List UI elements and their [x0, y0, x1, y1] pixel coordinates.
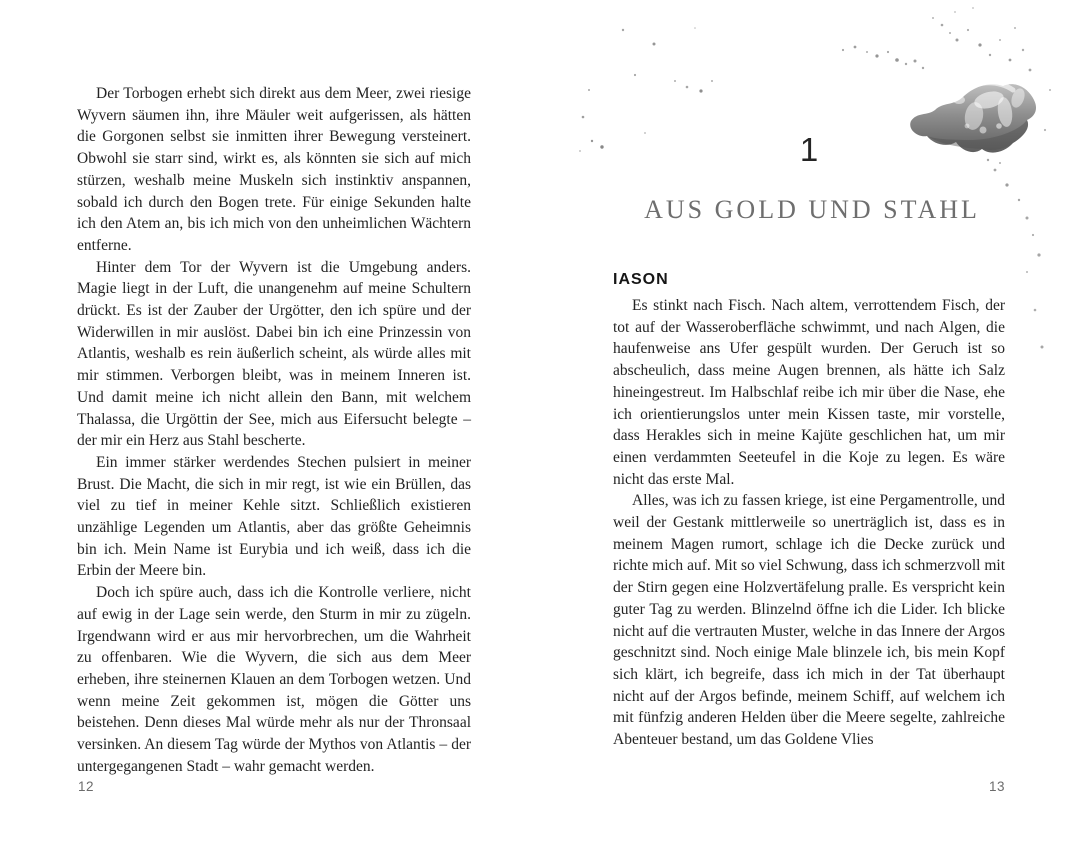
right-text-column	[613, 295, 1005, 751]
chapter-title: AUS GOLD UND STAHL	[644, 195, 980, 224]
left-text-column	[77, 83, 471, 778]
paragraph: Doch ich spüre auch, dass ich die Kontrolle verliere, nicht auf ewig in der Lage sein werde, den Sturm in mir zu zügeln. Irgendwann wird er aus mir hervorbrechen, um die Wahrheit zu offenbaren. Wie die Wyvern, die sich aus dem Meer erheben, ihre steinernen Klauen an dem Torbogen wetzen. Und wenn meine Zeit gekommen ist, mögen die Götter uns beistehen. Denn dieses Mal würde mehr als nur der Thronsaal versinken. An diesem Tag würde der Mythos von Atlantis – der untergegangenen Stadt – wahr gemacht werden.	[77, 584, 471, 775]
paragraph: Es stinkt nach Fisch. Nach altem, verrottendem Fisch, der tot auf der Wasseroberfläche schwimmt, und nach Algen, die haufenweise ans Ufer gespült wurden. Der Geruch ist so abscheulich, dass meine Augen brennen, als hätte ich Salz hineingestreut. Im Halbschlaf reibe ich mir über die Nase, ehe ich orientierungslos unter mein Kissen taste, mir vorstelle, dass Herakles sich in meine Kajüte geschlichen hat, um mir einen verdammten Seeteufel in die Koje zu legen. Es wäre nicht das erste Mal.	[613, 297, 1005, 488]
paragraph: Hinter dem Tor der Wyvern ist die Umgebung anders. Magie liegt in der Luft, die unangenehm auf meine Schultern drückt. Es ist der Zauber der Urgötter, den ich spüre und der Widerwillen in mir auslöst. Dabei bin ich eine Prinzessin von Atlantis, weshalb es rein äußerlich scheint, als würde alles mit mir stimmen. Verborgen bleibt, was in meinem Inneren ist. Und damit meine ich nicht allein den Bann, mit welchem Thalassa, die Urgöttin der See, mich aus Eifersucht belegte – der mir ein Herz aus Stahl bescherte.	[77, 258, 471, 450]
paragraph: Der Torbogen erhebt sich direkt aus dem Meer, zwei riesige Wyvern säumen ihn, ihre Mäuler weit aufgerissen, als hätten die Gorgonen selbst sie inmitten ihrer Bewegung versteinert. Obwohl sie starr sind, wirkt es, als könnten sie sich auf mich stürzen, weshalb meine Muskeln sich instinktiv anspannen, sobald ich durch den Bogen trete. Für einige Sekunden halte ich den Atem an, bis ich mich von den unheimlichen Wächtern entferne.	[77, 85, 471, 254]
page-number-left: 12	[78, 779, 95, 794]
chapter-number: 1	[799, 131, 819, 168]
paragraph: Alles, was ich zu fassen kriege, ist eine Pergamentrolle, und weil der Gestank mittlerweile so unerträglich ist, dass es in meinem Magen rumort, schlage ich die Decke zurück und richte mich auf. Mit so viel Schwung, dass ich schmerzvoll mit der Stirn gegen eine Holzvertäfelung pralle. Es verspricht kein guter Tag zu werden. Blinzelnd öffne ich die Lider. Ich blicke nicht auf die vertrauten Muster, welche in das Innere der Argos geschnitzt sind. Noch einige Male blinzele ich, bis mein Kopf sich klärt, ich begreife, dass ich mich in der Tat überhaupt nicht auf der Argos befinde, meinem Schiff, auf welchem ich mit fünfzig anderen Helden über die Meere segelte, zahlreiche Abenteuer bestand, um das Goldene Vlies	[613, 492, 1005, 749]
section-label-narrator: IASON	[613, 271, 669, 288]
paragraph: Ein immer stärker werdendes Stechen pulsiert in meiner Brust. Die Macht, die sich in mir regt, ist wie ein Brüllen, das viel zu tief in meiner Kehle sitzt. Schließlich existieren unzählige Legenden um Atlantis, aber das größte Geheimnis bin ich. Mein Name ist Eurybia und ich weiß, dass ich die Erbin der Meere bin.	[77, 453, 471, 580]
page-right	[540, 0, 1080, 860]
page-number-right: 13	[988, 779, 1005, 794]
